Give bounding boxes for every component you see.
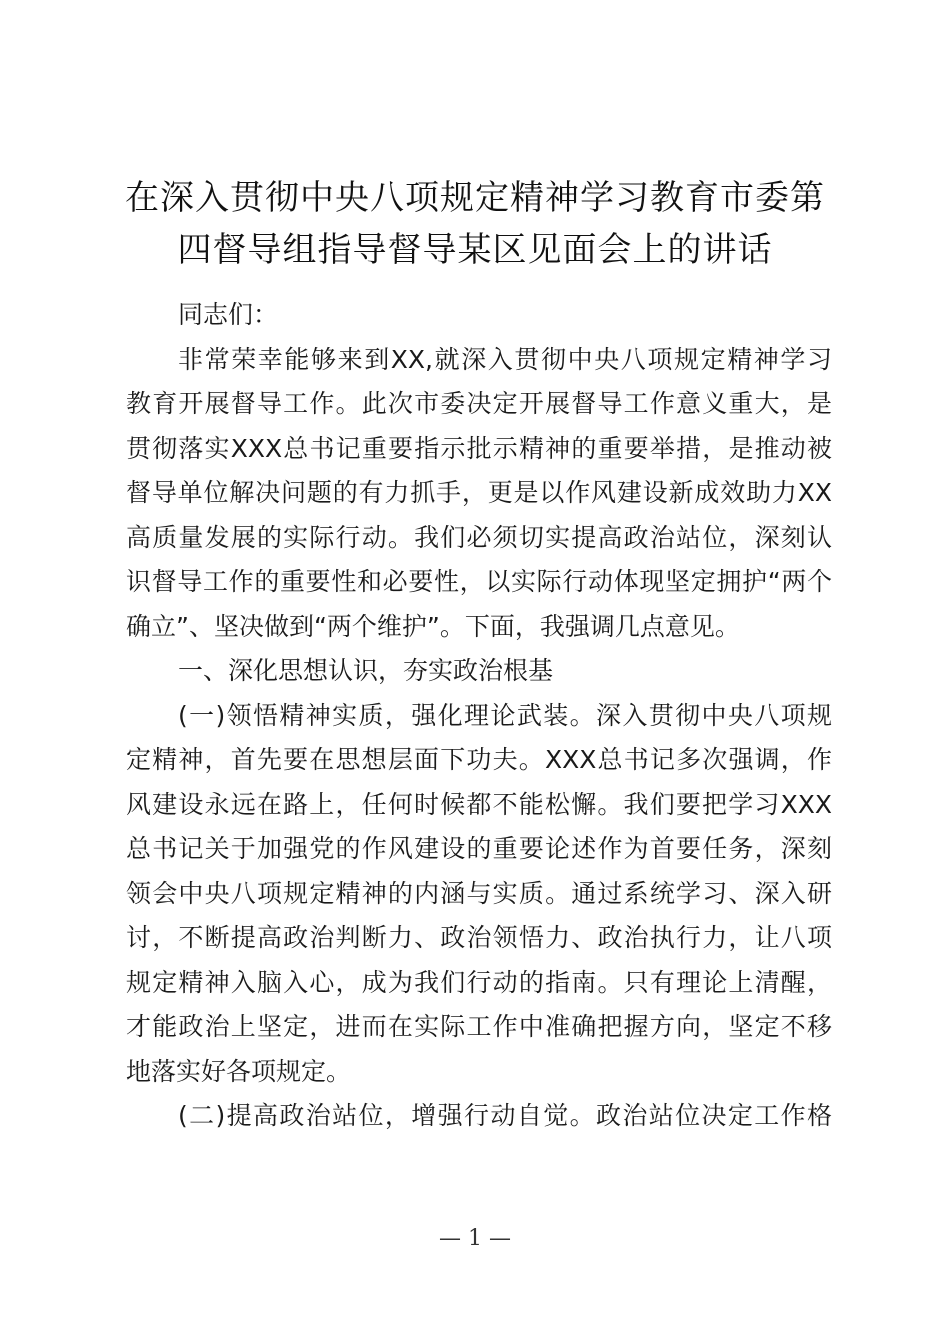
title-line: 在深入贯彻中央八项规定精神学习教育市委第 [125, 178, 825, 218]
paragraph-line: 督导单位解决问题的有力抓手，更是以作风建设新成效助力XX [126, 478, 832, 507]
paragraph-line: 才能政治上坚定，进而在实际工作中准确把握方向，坚定不移 [126, 1012, 832, 1041]
paragraph-line: 贯彻落实XXX总书记重要指示批示精神的重要举措，是推动被 [126, 433, 832, 463]
section-heading: 一、深化思想认识，夯实政治根基 [178, 656, 554, 685]
paragraph-line: 风建设永远在路上，任何时候都不能松懈。我们要把学习XXX [126, 789, 832, 819]
document-body [126, 293, 832, 1139]
paragraph-line: 总书记关于加强党的作风建设的重要论述作为首要任务，深刻 [126, 834, 832, 863]
paragraph-line: 讨，不断提高政治判断力、政治领悟力、政治执行力，让八项 [126, 923, 832, 952]
title-line: 四督导组指导督导某区见面会上的讲话 [177, 230, 773, 270]
paragraph-line: 地落实好各项规定。 [126, 1056, 352, 1086]
paragraph-line: 教育开展督导工作。此次市委决定开展督导工作意义重大，是 [126, 389, 832, 418]
paragraph-line: (二)提高政治站位，增强行动自觉。政治站位决定工作格 [178, 1101, 832, 1130]
paragraph-line: 确立”、坚决做到“两个维护”。下面，我强调几点意见。 [126, 611, 740, 641]
paragraph-line: 高质量发展的实际行动。我们必须切实提高政治站位，深刻认 [126, 522, 832, 552]
salutation: 同志们： [178, 300, 279, 329]
paragraph-line: 领会中央八项规定精神的内涵与实质。通过系统学习、深入研 [126, 878, 832, 908]
paragraph-line: 定精神，首先要在思想层面下功夫。XXX总书记多次强调，作 [126, 745, 832, 774]
page-number: — 1 — [439, 1226, 511, 1251]
paragraph-line: (一)领悟精神实质，强化理论武装。深入贯彻中央八项规 [178, 700, 832, 730]
paragraph-line: 识督导工作的重要性和必要性，以实际行动体现坚定拥护“两个 [126, 567, 832, 596]
paragraph-line: 规定精神入脑入心，成为我们行动的指南。只有理论上清醒， [126, 967, 832, 997]
paragraph-line: 非常荣幸能够来到XX,就深入贯彻中央八项规定精神学习 [178, 344, 832, 374]
document-title [110, 172, 840, 276]
